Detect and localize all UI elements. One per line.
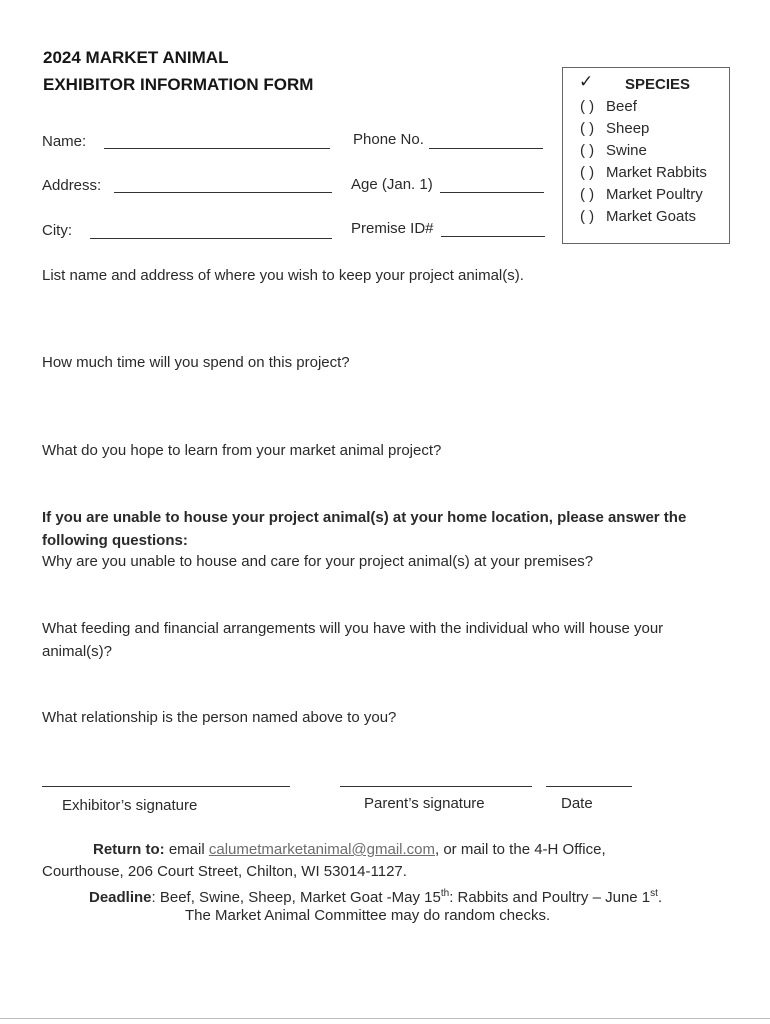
parent-signature-label: Parent’s signature: [364, 795, 485, 812]
species-option-sheep[interactable]: [580, 118, 707, 140]
checkbox[interactable]: ( ): [580, 208, 595, 225]
age-label: Age (Jan. 1): [351, 176, 433, 193]
question-unable-to-house: Why are you unable to house and care for your project animal(s) at your premises?: [42, 553, 594, 570]
species-option-label: Market Goats: [606, 208, 697, 225]
checkbox[interactable]: ( ): [580, 142, 595, 159]
form-title-line1: 2024 MARKET ANIMAL: [43, 48, 229, 67]
deadline-sup-a: th: [440, 888, 450, 899]
premise-field[interactable]: [441, 236, 545, 237]
address-field[interactable]: [114, 192, 332, 193]
premise-label: Premise ID#: [351, 220, 434, 237]
species-box: [562, 67, 730, 244]
question-relationship: What relationship is the person named above to you?: [42, 709, 397, 726]
species-option-beef[interactable]: [580, 96, 707, 118]
page-edge-divider: [0, 1018, 770, 1019]
return-email-prefix: email: [168, 841, 205, 858]
form-title-line2: EXHIBITOR INFORMATION FORM: [43, 75, 314, 94]
question-time-spent: How much time will you spend on this project?: [42, 354, 350, 371]
checkmark-icon: ✓: [579, 72, 594, 91]
phone-label: Phone No.: [353, 131, 424, 148]
species-list: [580, 96, 707, 228]
exhibitor-signature-line[interactable]: [42, 786, 290, 787]
question-hope-to-learn: What do you hope to learn from your market animal project?: [42, 442, 442, 459]
return-to-label: Return to:: [93, 841, 165, 858]
city-label: City:: [42, 222, 72, 239]
date-line[interactable]: [546, 786, 632, 787]
address-label: Address:: [42, 177, 102, 194]
species-option-market-goats[interactable]: [580, 206, 707, 228]
species-option-market-rabbits[interactable]: [580, 162, 707, 184]
species-option-swine[interactable]: [580, 140, 707, 162]
species-option-label: Beef: [606, 98, 637, 115]
deadline-end: .: [657, 889, 663, 906]
date-label: Date: [561, 795, 593, 812]
checkbox[interactable]: ( ): [580, 120, 595, 137]
name-field[interactable]: [104, 148, 330, 149]
deadline-label: Deadline: [89, 889, 152, 906]
species-option-label: Swine: [606, 142, 647, 159]
age-field[interactable]: [440, 192, 544, 193]
committee-note: The Market Animal Committee may do random checks.: [185, 907, 551, 924]
form-title: [43, 44, 313, 98]
return-email-link[interactable]: calumetmarketanimal@gmail.com: [208, 841, 435, 858]
species-option-label: Sheep: [606, 120, 650, 137]
checkbox[interactable]: ( ): [580, 186, 595, 203]
exhibitor-signature-label: Exhibitor’s signature: [62, 797, 198, 814]
housing-instructions: If you are unable to house your project animal(s) at your home location, please answer the following questions:: [42, 509, 687, 549]
parent-signature-line[interactable]: [340, 786, 532, 787]
mailing-address: Courthouse, 206 Court Street, Chilton, WI 53014-1127.: [42, 863, 407, 880]
deadline-text-b: : Rabbits and Poultry – June 1: [449, 889, 651, 906]
deadline-sup-b: st: [650, 888, 658, 899]
name-label: Name:: [42, 133, 87, 150]
checkbox[interactable]: ( ): [580, 164, 595, 181]
return-suffix: , or mail to the 4-H Office,: [435, 841, 606, 858]
city-field[interactable]: [90, 238, 332, 239]
phone-field[interactable]: [429, 148, 543, 149]
species-option-market-poultry[interactable]: [580, 184, 707, 206]
return-to-line: [93, 838, 606, 861]
species-option-label: Market Rabbits: [606, 164, 707, 181]
question-feeding-arrangements: What feeding and financial arrangements will you have with the individual who will house your animal(s)?: [42, 620, 664, 660]
species-heading: SPECIES: [625, 76, 691, 93]
species-option-label: Market Poultry: [606, 186, 703, 203]
question-keep-location: List name and address of where you wish to keep your project animal(s).: [42, 267, 524, 284]
deadline-text-a: : Beef, Swine, Sheep, Market Goat -May 15: [151, 889, 441, 906]
checkbox[interactable]: ( ): [580, 98, 595, 115]
